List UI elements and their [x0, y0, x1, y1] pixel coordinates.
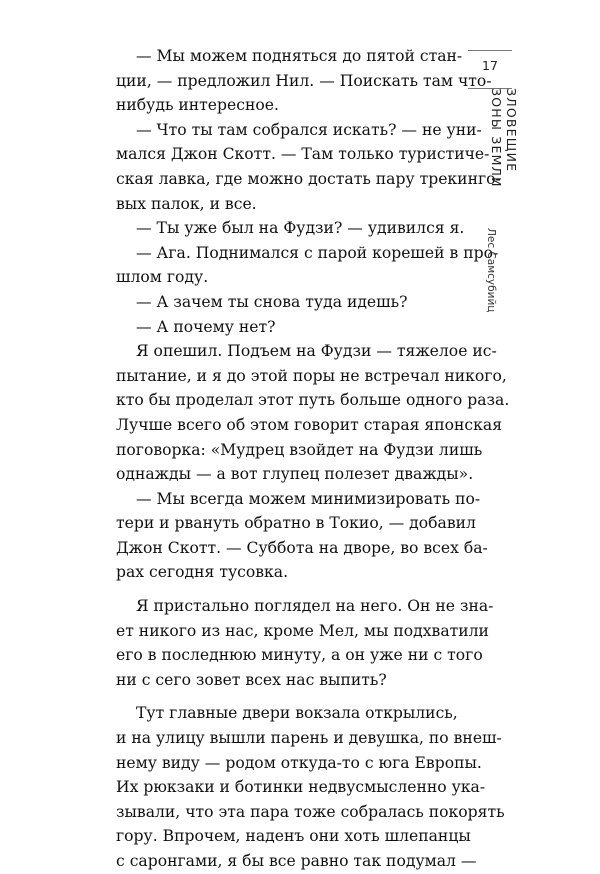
text-line: — Мы всегда можем минимизировать по- [136, 489, 481, 508]
text-line: однажды — а вот глупец полезет дважды». [116, 465, 474, 484]
text-line: кто бы проделал этот путь больше одного раза. [116, 391, 510, 410]
text-line: поговорка: «Мудрец взойдет на Фудзи лишь [116, 440, 483, 459]
text-line: Лучше всего об этом говорит старая японская [116, 415, 503, 434]
text-line: — Ты уже был на Фудзи? — удивился я. [136, 219, 465, 238]
text-line: ет никого из нас, кроме Мел, мы подхватили [116, 621, 489, 640]
text-line: шлом году. [116, 268, 209, 287]
text-line: — Мы можем подняться до пятой стан- [136, 47, 463, 65]
text-line: нему виду — родом откуда-то с юга Европы. [116, 753, 482, 772]
text-line: нибудь интересное. [116, 96, 279, 115]
series-title-line2: ЗОНЫ ЗЕМЛИ [489, 88, 504, 188]
text-line: ции, — предложил Нил. — Поискать там что- [116, 71, 492, 90]
text-line: — А зачем ты снова туда идешь? [136, 292, 408, 311]
text-line: гору. Впрочем, наденъ они хоть шлепанцы [116, 827, 471, 846]
page-number: 17 [482, 58, 498, 73]
series-title [475, 88, 519, 208]
text-line: зывали, что эта пара тоже собралась покорять [116, 802, 505, 821]
text-line: вых палок, и все. [116, 194, 257, 213]
text-line: — А почему нет? [136, 317, 276, 336]
text-line: тери и рвануть обратно в Токио, — добавил [116, 514, 476, 533]
text-line: Я опешил. Подъем на Фудзи — тяжелое ис- [136, 342, 497, 361]
text-line: его в последнюю минуту, а он уже ни с того [116, 646, 483, 665]
text-line: — Ага. Поднимался с парой корешей в про- [136, 243, 499, 262]
text-line: Тут главные двери вокзала открылись, [136, 704, 458, 723]
text-line: и на улицу вышли парень и девушка, по внеш- [116, 729, 502, 748]
text-line: — Что ты там собрался искать? — не уни- [136, 120, 482, 139]
text-line: мался Джон Скотт. — Там только туристиче- [116, 145, 490, 164]
text-line: Я пристально поглядел на него. Он не зна- [136, 597, 494, 616]
text-line: Джон Скотт. — Суббота на дворе, во всех ба- [116, 538, 488, 557]
text-line: ская лавка, где можно достать пару трекинго- [116, 169, 501, 188]
text-line: с саронгами, я бы все равно так подумал — [116, 852, 477, 870]
text-line: рах сегодня тусовка. [116, 563, 289, 582]
text-line: пытание, и я до этой поры не встречал никого, [116, 366, 507, 385]
series-title-line1: ЗЛОВЕЩИЕ [504, 88, 519, 173]
text-line: Их рюкзаки и ботинки недвусмысленно ука- [116, 778, 486, 797]
author-name: Лес Самсубийц [485, 228, 497, 313]
header-rule-top [468, 50, 512, 51]
text-line: ни с сего зовет всех нас выпить? [116, 670, 387, 689]
